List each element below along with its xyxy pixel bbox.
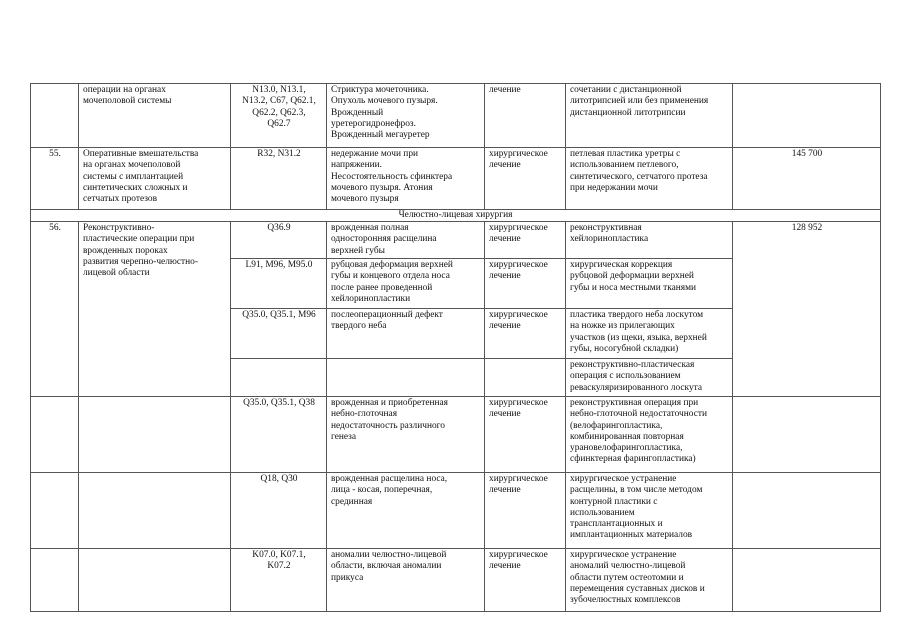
row-number-cell: 56.	[31, 222, 79, 397]
medical-care-table	[30, 83, 881, 612]
treatment-method-cell: петлевая пластика уретры с использованием петлевого, синтетического, сетчатого протеза при недержании мочи	[566, 148, 733, 210]
row-number-cell: 55.	[31, 148, 79, 210]
treatment-type-cell: хирургическое лечение	[485, 309, 566, 359]
icd-codes-cell: L91, M96, M95.0	[231, 259, 327, 309]
table-row	[31, 473, 881, 549]
table-row	[31, 549, 881, 612]
icd-codes-cell: R32, N31.2	[231, 148, 327, 210]
treatment-method-cell: реконструктивная операция при небно-глоточной недостаточности (велофарингопластика, комбинированная повторная урановелофарингопластика, сфинктерная фарингопластика)	[566, 397, 733, 473]
table-row	[31, 397, 881, 473]
cost-cell: 145 700	[733, 148, 881, 210]
diagnosis-cell: аномалии челюстно-лицевой области, включая аномалии прикуса	[327, 549, 485, 612]
row-number-cell	[31, 397, 79, 473]
row-number-cell	[31, 473, 79, 549]
care-type-cell: Реконструктивно- пластические операции при врожденных пороках развития черепно-челюстно- лицевой области	[79, 222, 231, 397]
treatment-type-cell: хирургическое лечение	[485, 473, 566, 549]
treatment-type-cell: хирургическое лечение	[485, 148, 566, 210]
cost-cell	[733, 84, 881, 148]
diagnosis-cell: врожденная и приобретенная небно-глоточная недостаточность различного генеза	[327, 397, 485, 473]
icd-codes-cell	[231, 359, 327, 397]
diagnosis-cell: Стриктура мочеточника. Опухоль мочевого пузыря. Врожденный уретерогидронефроз. Врожденный мегауретер	[327, 84, 485, 148]
row-number-cell	[31, 84, 79, 148]
treatment-method-cell: реконструктивно-пластическая операция с использованием реваскуляризированного лоскута	[566, 359, 733, 397]
treatment-method-cell: реконструктивная хейлоринопластика	[566, 222, 733, 259]
cost-cell	[733, 473, 881, 549]
treatment-method-cell: сочетании с дистанционной литотрипсией или без применения дистанционной литотрипсии	[566, 84, 733, 148]
care-type-cell: Оперативные вмешательства на органах мочеполовой системы с имплантацией синтетических сложных и сетчатых протезов	[79, 148, 231, 210]
treatment-method-cell: пластика твердого неба лоскутом на ножке из прилегающих участков (из щеки, языка, верхней губы, носогубной складки)	[566, 309, 733, 359]
care-type-cell	[79, 397, 231, 473]
row-number-cell	[31, 549, 79, 612]
diagnosis-cell	[327, 359, 485, 397]
section-row	[31, 210, 881, 222]
icd-codes-cell: N13.0, N13.1, N13.2, C67, Q62.1, Q62.2, Q62.3, Q62.7	[231, 84, 327, 148]
cost-cell	[733, 549, 881, 612]
treatment-type-cell: хирургическое лечение	[485, 397, 566, 473]
care-type-cell	[79, 473, 231, 549]
section-title: Челюстно-лицевая хирургия	[31, 210, 881, 222]
icd-codes-cell: Q35.0, Q35.1, Q38	[231, 397, 327, 473]
diagnosis-cell: послеоперационный дефект твердого неба	[327, 309, 485, 359]
table-row	[31, 84, 881, 148]
treatment-type-cell: хирургическое лечение	[485, 549, 566, 612]
treatment-method-cell: хирургическое устранение аномалий челюстно-лицевой области путем остеотомии и перемещения суставных дисков и зубочелюстных комплексов	[566, 549, 733, 612]
table-row	[31, 148, 881, 210]
care-type-cell	[79, 549, 231, 612]
treatment-method-cell: хирургическая коррекция рубцовой деформации верхней губы и носа местными тканями	[566, 259, 733, 309]
diagnosis-cell: рубцовая деформация верхней губы и концевого отдела носа после ранее проведенной хейлоринопластики	[327, 259, 485, 309]
diagnosis-cell: врожденная расщелина носа, лица - косая, поперечная, срединная	[327, 473, 485, 549]
treatment-type-cell: лечение	[485, 84, 566, 148]
cost-cell: 128 952	[733, 222, 881, 397]
cost-cell	[733, 397, 881, 473]
diagnosis-cell: врожденная полная односторонняя расщелина верхней губы	[327, 222, 485, 259]
icd-codes-cell: K07.0, K07.1, K07.2	[231, 549, 327, 612]
table-row	[31, 222, 881, 259]
icd-codes-cell: Q35.0, Q35.1, M96	[231, 309, 327, 359]
icd-codes-cell: Q18, Q30	[231, 473, 327, 549]
icd-codes-cell: Q36.9	[231, 222, 327, 259]
diagnosis-cell: недержание мочи при напряжении. Несостоятельность сфинктера мочевого пузыря. Атония мочевого пузыря	[327, 148, 485, 210]
care-type-cell: операции на органах мочеполовой системы	[79, 84, 231, 148]
treatment-type-cell	[485, 359, 566, 397]
treatment-type-cell: хирургическое лечение	[485, 259, 566, 309]
treatment-method-cell: хирургическое устранение расщелины, в том числе методом контурной пластики с использованием трансплантационных и имплантационных материалов	[566, 473, 733, 549]
treatment-type-cell: хирургическое лечение	[485, 222, 566, 259]
